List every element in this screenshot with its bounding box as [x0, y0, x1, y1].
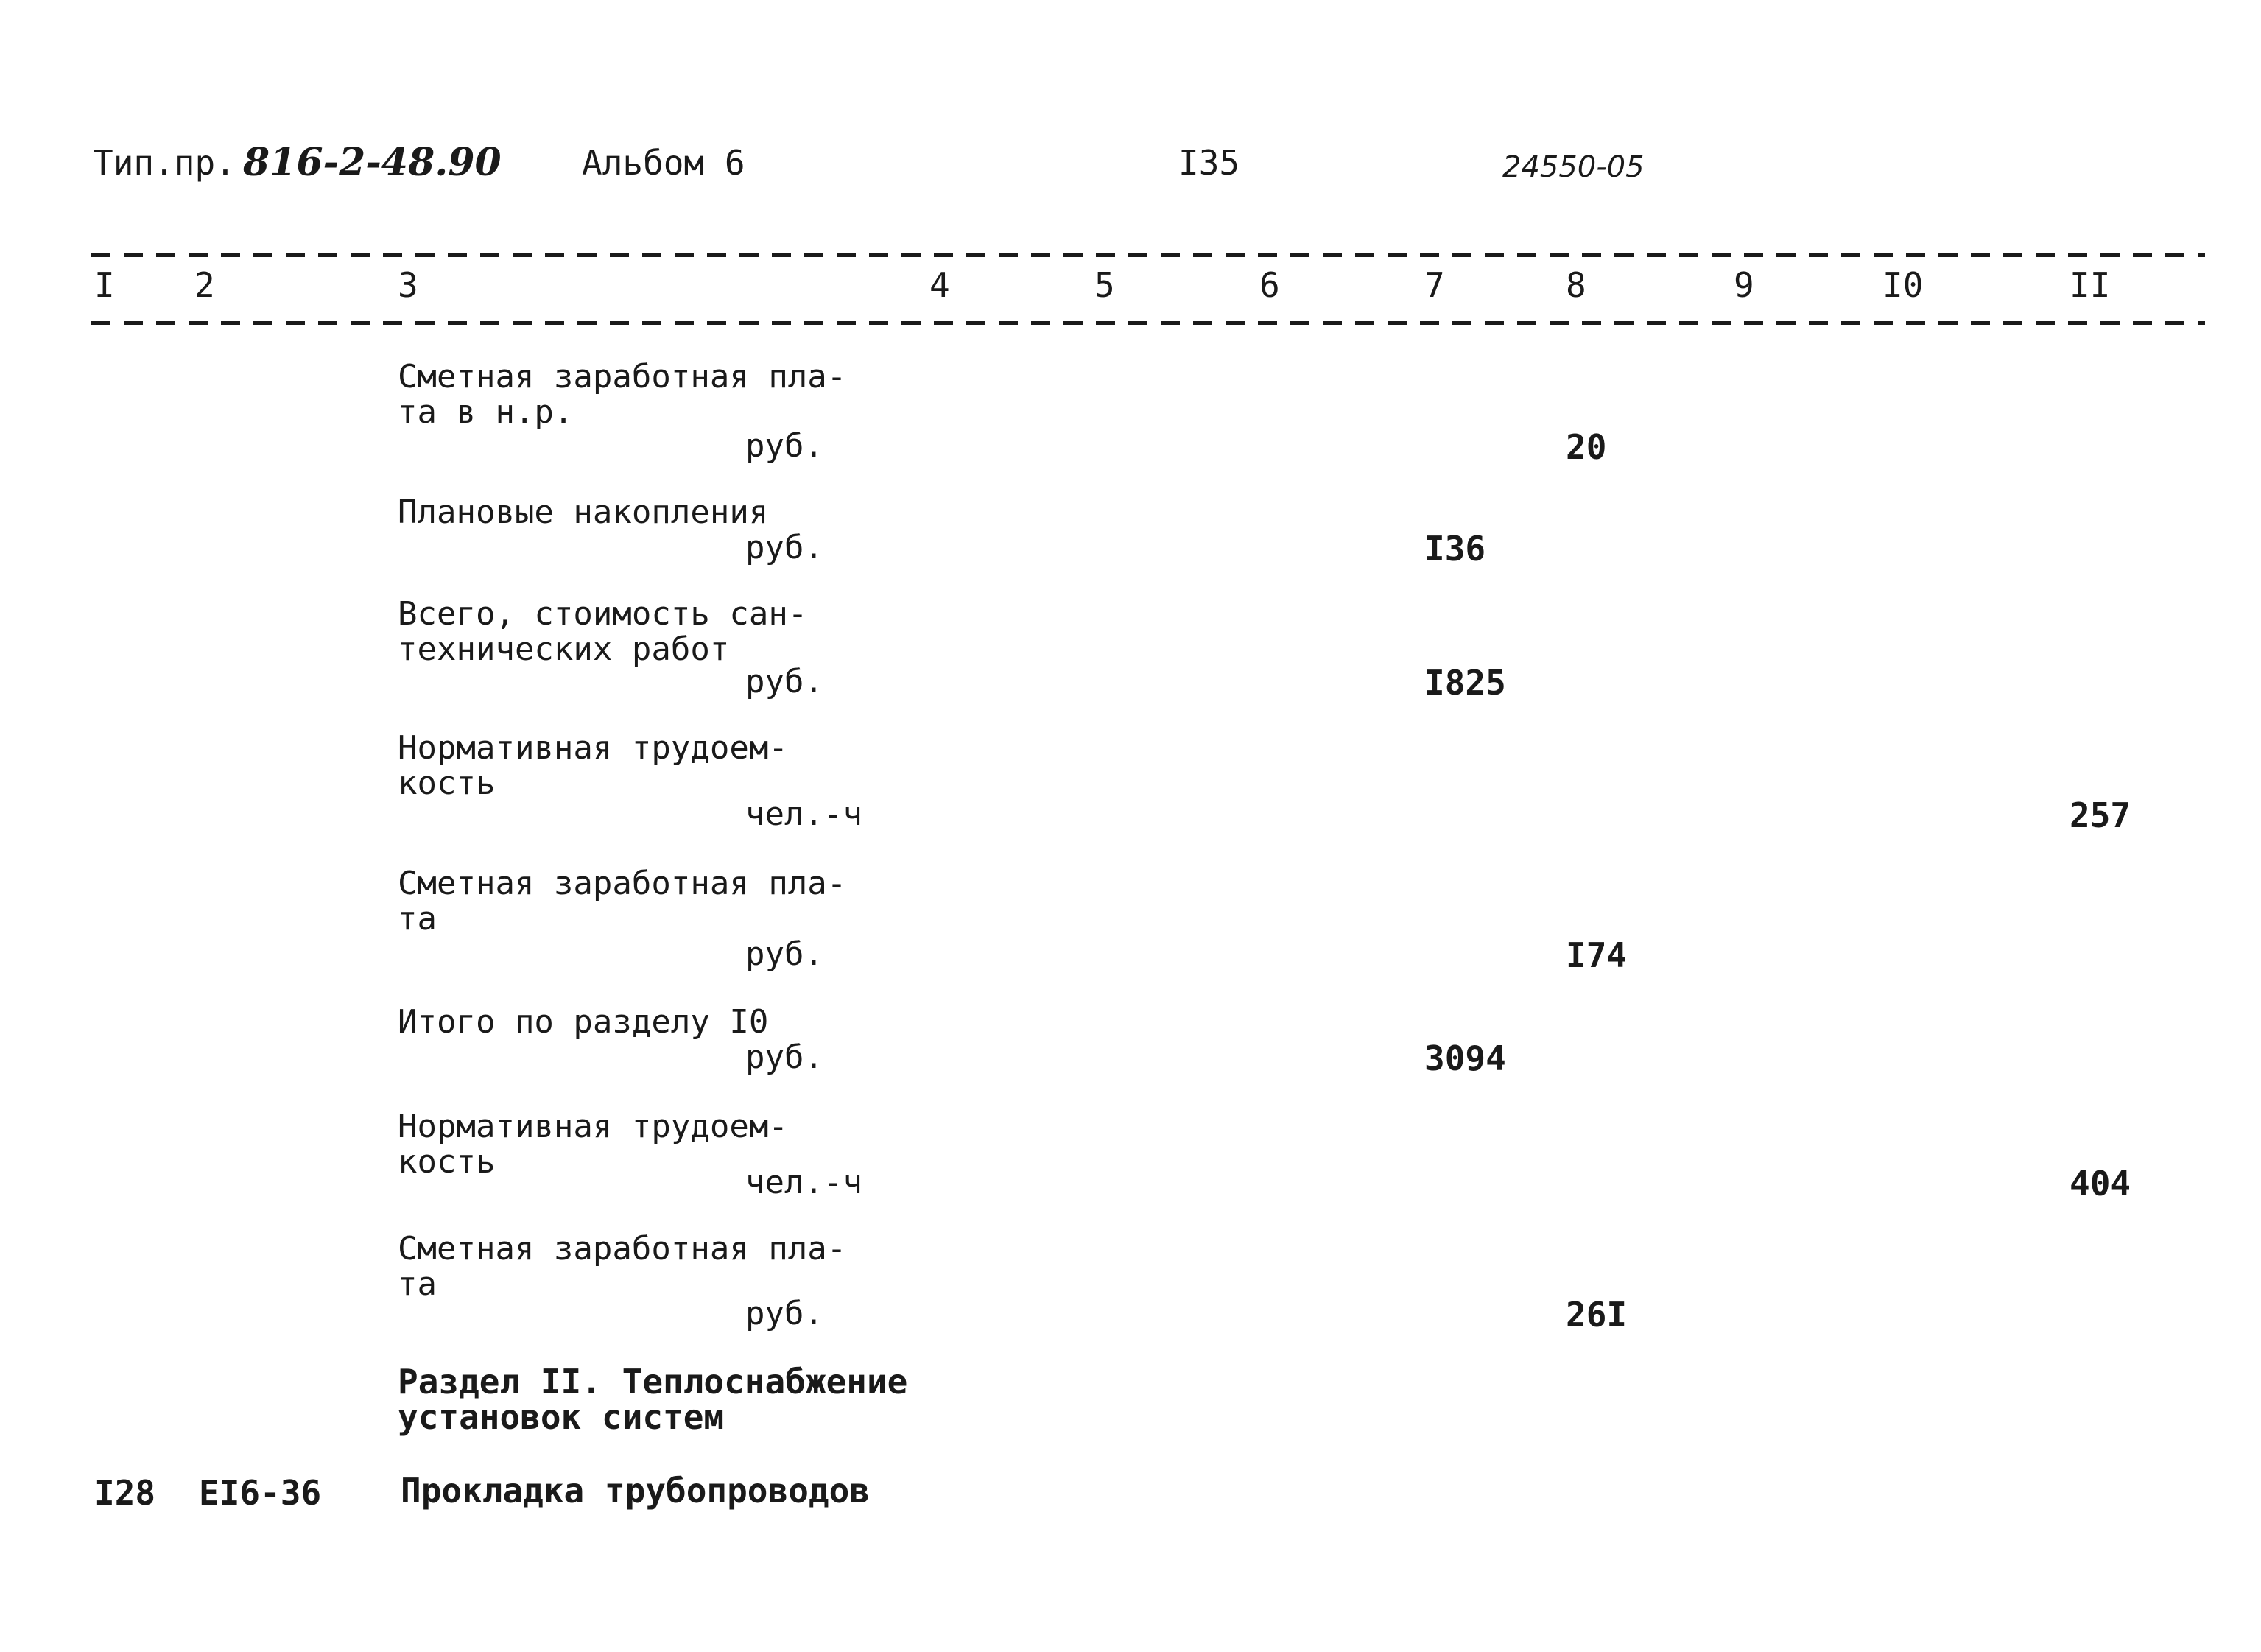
doc-code: 24550-05: [1502, 150, 1645, 184]
item-number: I28: [94, 1473, 156, 1513]
header-rule-top: [91, 253, 2205, 257]
row-unit: руб.: [745, 935, 823, 973]
header-rule-bottom: [91, 321, 2205, 325]
page-number: I35: [1178, 143, 1240, 183]
row-value: 20: [1566, 427, 1607, 467]
row-label: Всего, стоимость сан- технических работ: [398, 595, 808, 668]
row-unit: руб.: [745, 529, 823, 566]
col-10: I0: [1882, 265, 1924, 305]
col-11: II: [2070, 265, 2111, 305]
row-value: 3094: [1424, 1038, 1506, 1078]
doc-prefix: Тип.пр.: [93, 143, 236, 183]
row-value: 257: [2070, 795, 2131, 835]
album-label: Альбом 6: [582, 143, 745, 183]
row-unit: руб.: [745, 663, 823, 700]
col-8: 8: [1566, 265, 1586, 305]
col-2: 2: [194, 265, 215, 305]
row-unit: руб.: [745, 1038, 823, 1076]
item-code: ЕI6-36: [199, 1473, 322, 1513]
col-6: 6: [1259, 265, 1280, 305]
row-label: Итого по разделу I0: [398, 1003, 769, 1041]
row-unit: чел.-ч: [745, 1164, 862, 1201]
col-4: 4: [929, 265, 950, 305]
col-1: I: [94, 265, 115, 305]
col-9: 9: [1734, 265, 1754, 305]
row-label: Плановые накопления: [398, 493, 769, 531]
row-label: Сметная заработная пла- та: [398, 1230, 847, 1303]
row-unit: руб.: [745, 1295, 823, 1332]
item-title: Прокладка трубопроводов: [401, 1471, 870, 1511]
section-title: Раздел II. Теплоснабжение установок систем: [398, 1362, 908, 1437]
row-label: Нормативная трудоем- кость: [398, 729, 788, 802]
row-unit: руб.: [745, 427, 823, 465]
row-label: Сметная заработная пла- та: [398, 865, 847, 938]
col-5: 5: [1094, 265, 1115, 305]
row-value: 26I: [1566, 1295, 1628, 1335]
row-value: I36: [1424, 529, 1486, 569]
row-label: Сметная заработная пла- та в н.р.: [398, 358, 847, 431]
row-unit: чел.-ч: [745, 795, 862, 833]
doc-number: 816-2-48.90: [243, 140, 502, 185]
row-label: Нормативная трудоем- кость: [398, 1108, 788, 1181]
col-3: 3: [398, 265, 418, 305]
col-7: 7: [1424, 265, 1445, 305]
row-value: I825: [1424, 663, 1506, 703]
row-value: I74: [1566, 935, 1628, 975]
row-value: 404: [2070, 1164, 2131, 1203]
